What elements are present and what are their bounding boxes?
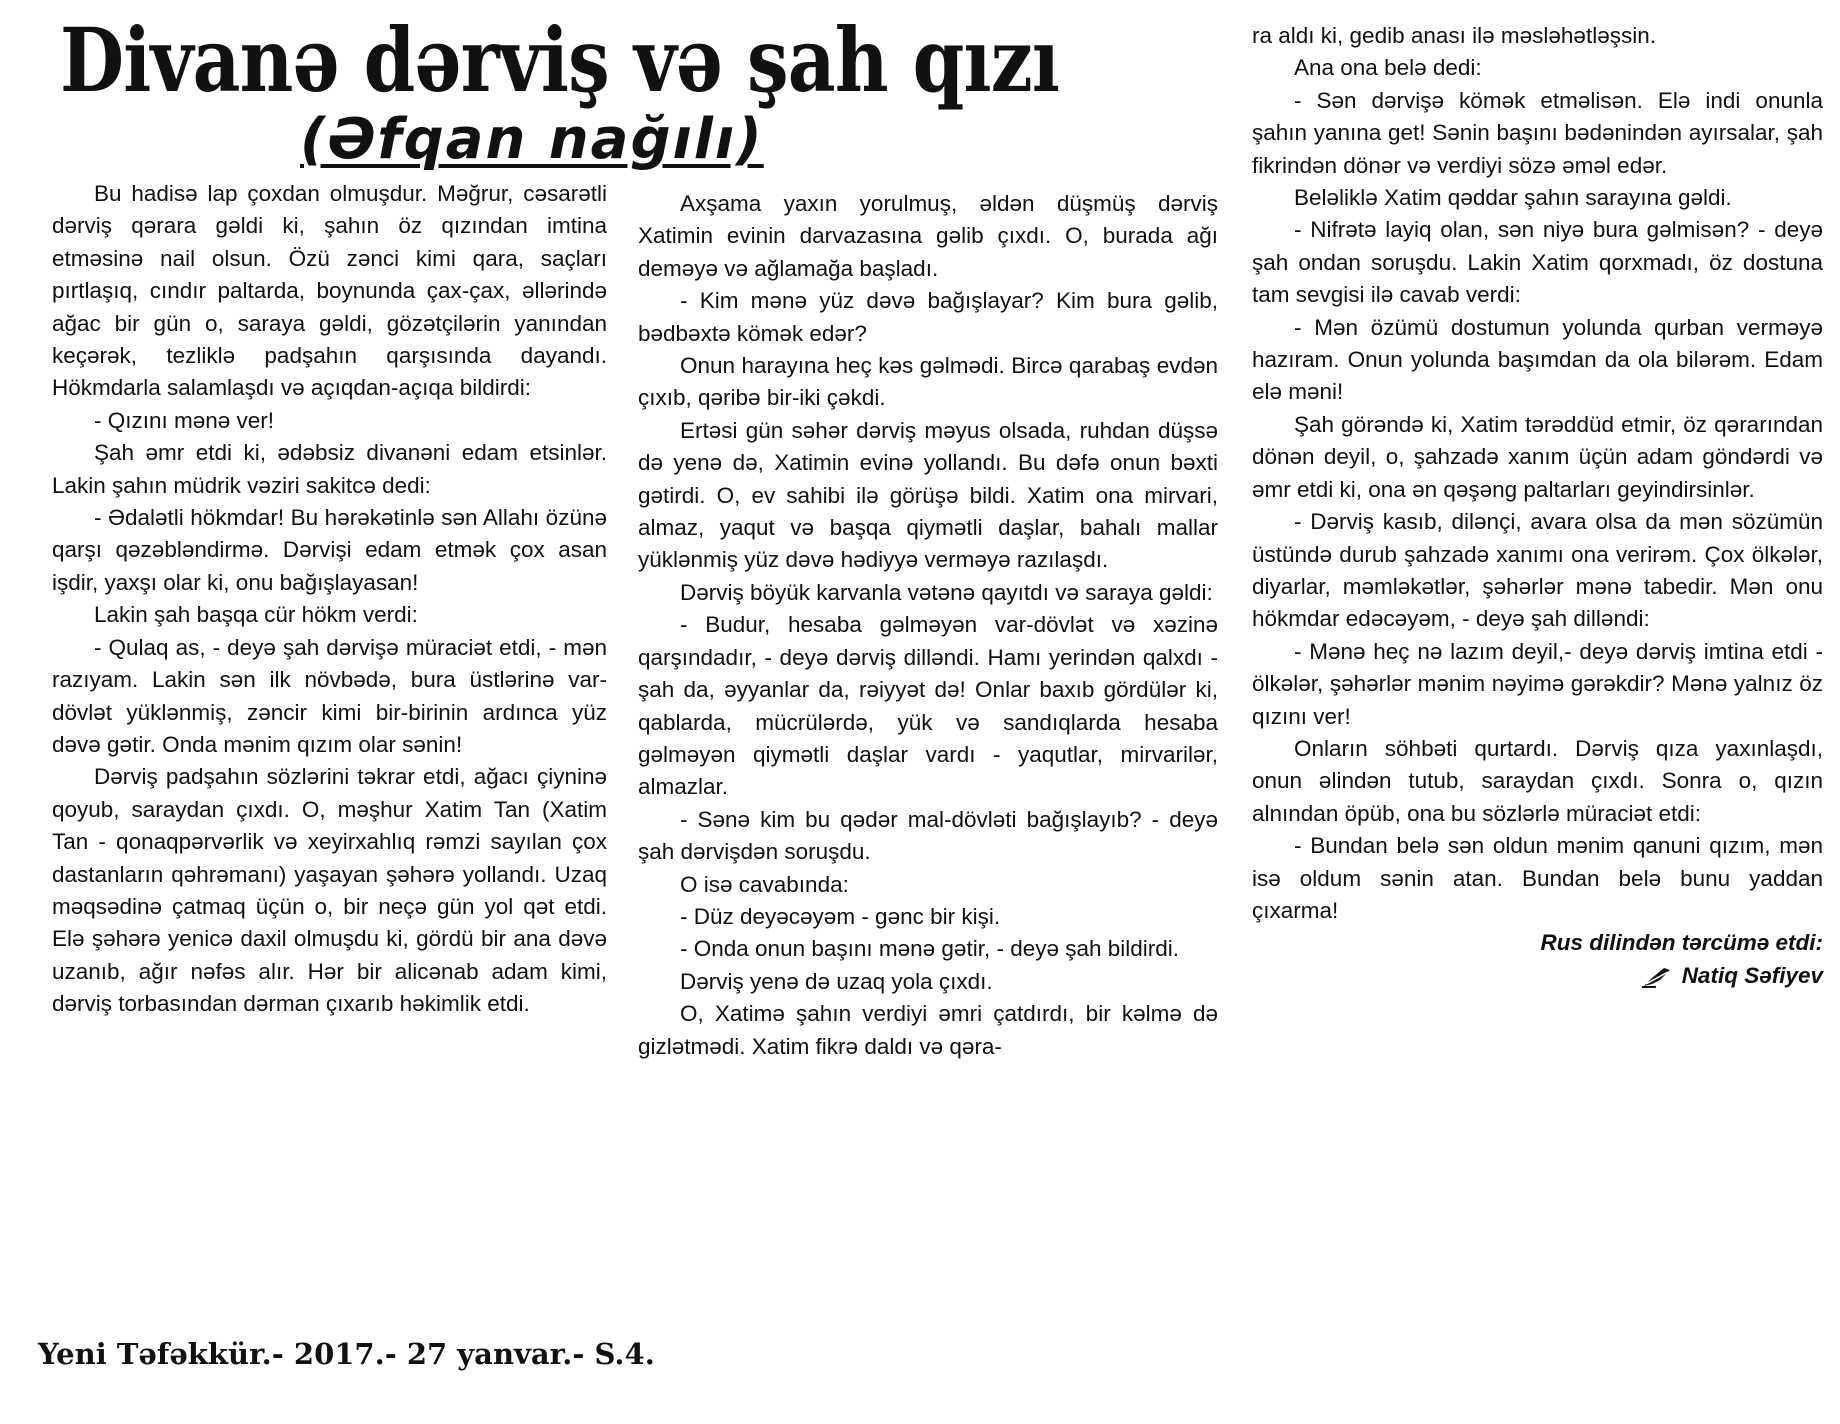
paragraph: Bu hadisə lap çoxdan olmuşdur. Məğrur, cəsarətli dərviş qərara gəldi ki, şahın öz qızından imtina etməsinə nail olsun. Özü zənci kimi qara, saçları pırtlaşıq, cındır paltarda, boynunda çax-çax, əllərində ağac bir gün o, saraya gəldi, gözətçilərin yanından keçərək, tezliklə padşahın qarşısında dayandı. Hökmdarla salamlaşdı və açıqdan-açıqa bildirdi: [52, 181, 607, 401]
paragraph: - Qulaq as, - deyə şah dərvişə müraciət etdi, - mən razıyam. Lakin sən ilk növbədə, bura üstlərinə var-dövlət yüklənmiş, zəncir kimi bir-birinin ardınca yüz dəvə gətir. Onda mənim qızım olar sənin! [52, 634, 607, 757]
paragraph: Onun harayına heç kəs gəlmədi. Bircə qarabaş evdən çıxıb, qəribə bir-iki çəkdi. [638, 353, 1218, 411]
paragraph: - Sən dərvişə kömək etməlisən. Elə indi onunla şahın yanına get! Sənin başını bədənindən ayırsalar, şah fikrindən dönər və verdiyi sözə əməl edər. [1252, 87, 1823, 178]
paragraph: - Düz deyəcəyəm - gənc bir kişi. [680, 903, 1001, 929]
paragraph: Onların söhbəti qurtardı. Dərviş qıza yaxınlaşdı, onun əlindən tutub, saraydan çıxdı. Sonra o, qızın alnından öpüb, ona bu sözlərlə müraciət etdi: [1252, 735, 1823, 826]
paragraph: - Nifrətə layiq olan, sən niyə bura gəlmisən? - deyə şah ondan soruşdu. Lakin Xatim qorxmadı, öz dostuna tam sevgisi ilə cavab verdi: [1252, 217, 1823, 308]
paragraph: Ana ona belə dedi: [1294, 55, 1482, 81]
paragraph: ra aldı ki, gedib anası ilə məsləhətləşsin. [1252, 23, 1656, 48]
article-title: Divanə dərviş və şah qızı [60, 8, 1060, 112]
paragraph: Dərviş böyük karvanla vətənə qayıtdı və saraya gəldi: [680, 579, 1213, 605]
translator-name: Natiq Səfiyev [1681, 962, 1823, 988]
paragraph: Şah əmr etdi ki, ədəbsiz divanəni edam etsinlər. Lakin şahın müdrik vəziri sakitcə dedi: [52, 440, 607, 498]
paragraph: - Kim mənə yüz dəvə bağışlayar? Kim bura gəlib, bədbəxtə kömək edər? [638, 288, 1218, 346]
paragraph: - Dərviş kasıb, dilənçi, avara olsa da mən sözümün üstündə durub şahzadə xanımı ona verirəm. Çox ölkələr, diyarlar, məmləkətlər, şəhərlər mənə tabedir. Mən onu hökmdar edəcəyəm, - deyə şah dilləndi: [1252, 509, 1823, 632]
paragraph: - Mənə heç nə lazım deyil,- deyə dərviş imtina etdi - ölkələr, şəhərlər mənim nəyimə gərəkdir? Mənə yalnız öz qızını ver! [1252, 638, 1823, 729]
paragraph: O isə cavabında: [680, 871, 849, 897]
paragraph: - Sənə kim bu qədər mal-dövləti bağışlayıb? - deyə şah dərvişdən soruşdu. [638, 806, 1218, 865]
paragraph: - Qızını mənə ver! [94, 407, 275, 433]
paragraph: Dərviş yenə də uzaq yola çıxdı. [680, 968, 993, 994]
paragraph: - Budur, hesaba gəlməyən var-dövlət və xəzinə qarşındadır, - deyə dərviş dilləndi. Hamı yerindən qalxdı - şah da, əyyanlar da, rəiyyət də! Onlar baxıb gördülər ki, qablarda, mücrülərdə, yük və sandıqlarda hesaba gəlməyən qiymətli daşlar vardı - yaqutlar, mirvarilər, almazlar. [638, 612, 1218, 800]
paragraph: - Onda onun başını mənə gətir, - deyə şah bildirdi. [680, 936, 1180, 962]
translation-note: Rus dilindən tərcümə etdi: [1540, 930, 1823, 956]
paragraph: - Ədalətli hökmdar! Bu hərəkətinlə sən Allahı özünə qarşı qəzəbləndirmə. Dərvişi edam etmək çox asan işdir, yaxşı olar ki, onu bağışlayasan! [52, 505, 607, 595]
text-column-1 [52, 178, 607, 1021]
paragraph: O, Xatimə şahın verdiyi əmri çatdırdı, bir kəlmə də gizlətmədi. Xatim fikrə daldı və qəra- [638, 1001, 1218, 1059]
paragraph: Lakin şah başqa cür hökm verdi: [94, 602, 418, 628]
article-subtitle: (Əfqan nağılı) [300, 107, 764, 172]
paragraph: Beləliklə Xatim qəddar şahın sarayına gəldi. [1294, 185, 1732, 211]
paragraph: - Mən özümü dostumun yolunda qurban verməyə hazıram. Onun yolunda başımdan da ola bilərəm. Edam elə məni! [1252, 314, 1823, 405]
paragraph: Dərviş padşahın sözlərini təkrar etdi, ağacı çiyninə qoyub, saraydan çıxdı. O, məşhur Xatim Tan (Xatim Tan - qonaqpərvərlik və xeyirxahlıq rəmzi sayılan çox dastanların qəhrəmanı) yaşayan şəhərə yollandı. Uzaq məqsədinə çatmaq üçün o, bir neçə gün yol qət etdi. Elə şəhərə yenicə daxil olmuşdu ki, gördü bir ana dəvə uzanıb, ağır nəfəs alır. Hər bir alicənab adam kimi, dərviş torbasından dərman çıxarıb həkimlik etdi. [52, 764, 607, 1017]
paragraph: Şah görəndə ki, Xatim tərəddüd etmir, öz qərarından dönən deyil, o, şahzadə xanım üçün adam göndərdi və əmr etdi ki, ona ən qəşəng paltarları geyindirsinlər. [1252, 411, 1823, 502]
pen-icon [1642, 965, 1672, 987]
text-column-3 [1252, 20, 1823, 992]
translator-signature [1252, 960, 1823, 992]
text-column-2 [638, 188, 1218, 1063]
paragraph: Ertəsi gün səhər dərviş məyus olsada, ruhdan düşsə də yenə də, Xatimin evinə yollandı. Bu dəfə onun bəxti gətirdi. O, ev sahibi ilə görüşə bildi. Xatim ona mirvari, almaz, yaqut və başqa qiymətli daşlar, bahalı mallar yüklənmiş yüz dəvə hədiyyə verməyə razılaşdı. [638, 417, 1218, 573]
paragraph: Axşama yaxın yorulmuş, əldən düşmüş dərviş Xatimin evinin darvazasına gəlib çıxdı. O, burada ağı deməyə və ağlamağa başladı. [638, 191, 1218, 281]
source-citation: Yeni Təfəkkür.- 2017.- 27 yanvar.- S.4. [38, 1337, 655, 1371]
paragraph: - Bundan belə sən oldun mənim qanuni qızım, mən isə oldum sənin atan. Bundan belə bunu yaddan çıxarma! [1252, 833, 1823, 923]
